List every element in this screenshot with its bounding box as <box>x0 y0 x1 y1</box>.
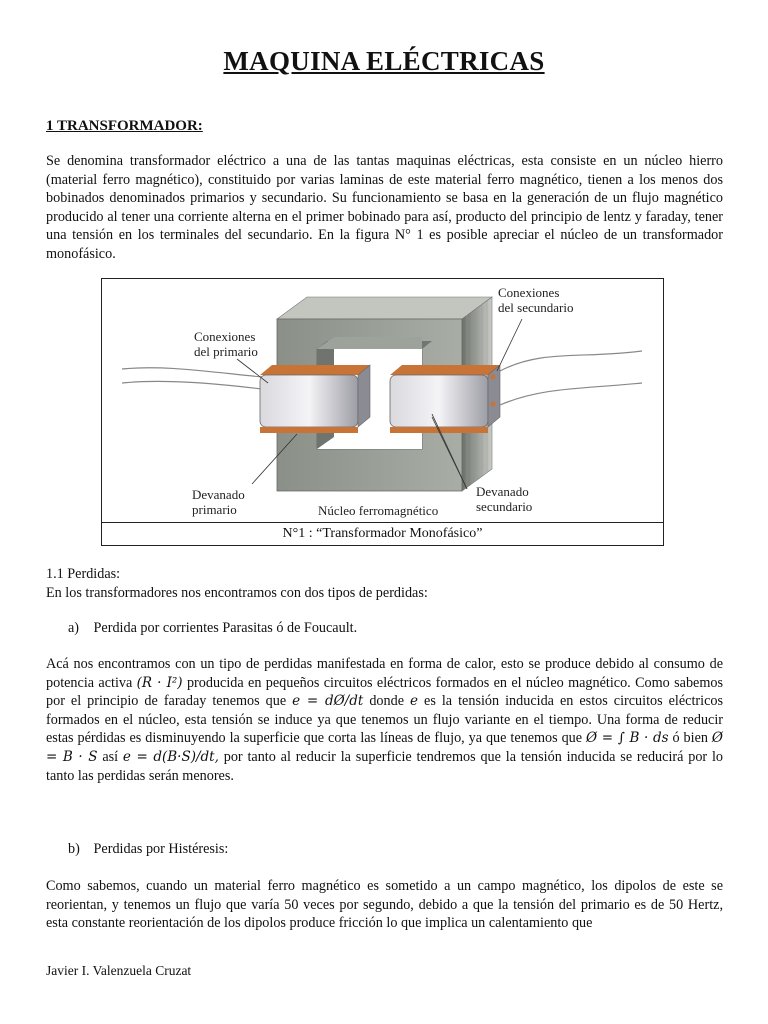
math-e-bs: e = d(B·S)/dt, <box>122 748 219 765</box>
label-primary-winding-1: Devanado <box>192 487 245 502</box>
primary-coil-top <box>260 365 370 375</box>
secondary-coil-top <box>390 365 500 375</box>
label-secondary-connections-2: del secundario <box>498 300 574 315</box>
list-item-b <box>68 841 228 858</box>
core-top-face <box>277 297 492 319</box>
section1-paragraph: Se denomina transformador eléctrico a una de las tantas maquinas eléctricas, esta consiste en un núcleo hierro (material ferro magnético), constituido por varias laminas de este material ferro magnético, tienen a los menos dos bobinados denominados primarios y secundario. Su funcionamiento se basa en la generación de un flujo magnético producido al tener una corriente alterna en el primer bobinado para así, producto del principio de lentz y faraday, tener una tensión en los terminales del secundario. En la figura N° 1 es posible apreciar el núcleo de un transformador monofásico. <box>46 153 723 262</box>
math-flux-integral: Ø = ∫ B · ds <box>586 730 669 747</box>
math-symbol-e: e <box>410 693 419 710</box>
label-core: Núcleo ferromagnético <box>318 503 439 518</box>
math-active-power: (R · I²) <box>136 674 183 691</box>
footer-author: Javier I. Valenzuela Cruzat <box>46 963 192 978</box>
subsection-heading-perdidas: 1.1 Perdidas: <box>46 566 121 582</box>
math-faraday-law: e = dØ/dt <box>292 693 364 710</box>
list-item-b-text: Perdidas por Histéresis: <box>93 841 229 857</box>
label-primary-connections-2: del primario <box>194 344 258 359</box>
transformer-core-illustration <box>102 279 663 523</box>
list-item-b-label: b) <box>68 841 80 857</box>
paragraph-foucault: Acá nos encontramos con un tipo de perdidas manifestada en forma de calor, esto se produce debido al consumo de potencia activa (R · I²) producida en pequeños circuitos eléctricos formados en el núcleo magnético. Como sabemos por el principio de faraday tenemos que e = dØ/dt donde e es la tensión inducida en estos circuitos eléctricos formados en el núcleo, esta tensión se induce ya que tenemos un flujo variante en el tiempo. Una forma de reducir estas pérdidas es disminuyendo la superficie que corta las líneas de flujo, ya que tenemos que Ø = ∫ B · ds ó bien Ø = B · S así e = d(B·S)/dt, por tanto al reducir la superficie tendremos que la tensión inducida se reducirá por lo tanto las perdidas serán menores. <box>46 656 723 784</box>
list-item-a-text: Perdida por corrientes Parasitas ó de Foucault. <box>93 620 358 636</box>
document-title: MAQUINA ELÉCTRICAS <box>223 46 545 76</box>
math-flux-product: Ø = B · S <box>46 730 723 765</box>
label-secondary-connections-1: Conexiones <box>498 285 560 300</box>
label-secondary-winding-1: Devanado <box>476 484 529 499</box>
list-item-a <box>68 620 357 637</box>
section-heading-transformador: 1 TRANSFORMADOR: <box>46 118 203 134</box>
figure-caption: N°1 : “Transformador Monofásico” <box>102 522 663 545</box>
label-secondary-winding-2: secundario <box>476 499 533 514</box>
secondary-coil <box>390 375 488 427</box>
paragraph-histeresis: Como sabemos, cuando un material ferro magnético es sometido a un campo magnético, los dipolos de este se reorientan, y tenemos un flujo que varía 50 veces por segundo, debido a que la tensión del primario es de 50 Hertz, esta constante reorientación de los dipolos produce fricción lo que implica un calentamiento que <box>46 878 723 932</box>
transformer-figure <box>101 278 664 546</box>
primary-coil <box>260 375 358 427</box>
label-primary-winding-2: primario <box>192 502 237 517</box>
label-primary-connections-1: Conexiones <box>194 329 256 344</box>
subsection-intro: En los transformadores nos encontramos con dos tipos de perdidas: <box>46 585 428 601</box>
list-item-a-label: a) <box>68 620 80 636</box>
